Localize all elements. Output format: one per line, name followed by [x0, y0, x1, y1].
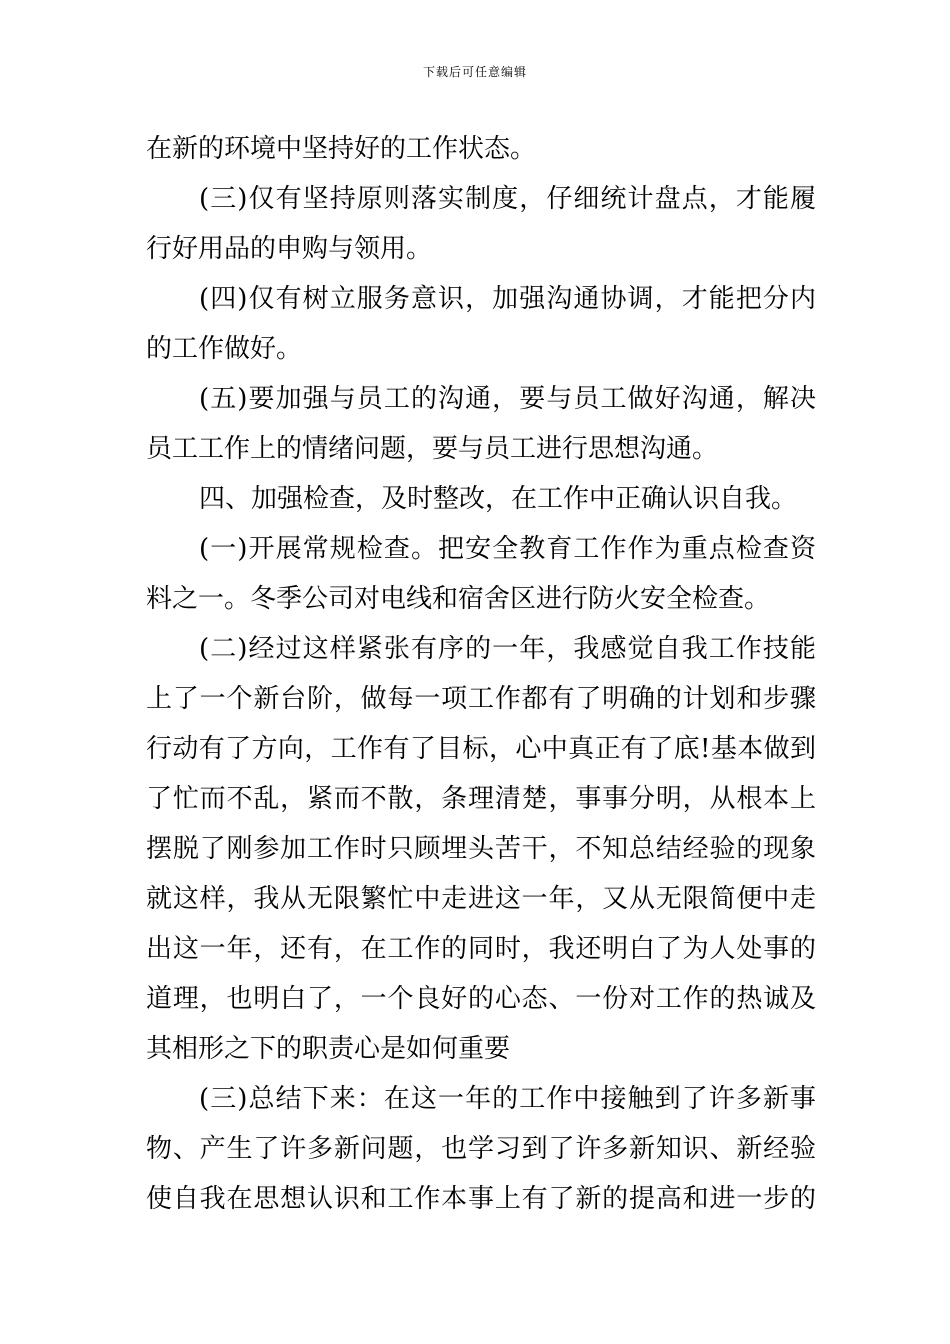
body-line-22: 使自我在思想认识和工作本事上有了新的提高和进一步的 — [146, 1184, 816, 1214]
page-header: 下载后可任意编辑 — [422, 65, 527, 79]
body-line-5: 的工作做好。 — [146, 334, 303, 364]
body-line-18: 道理，也明白了，一个良好的心态、一份对工作的热诚及 — [146, 984, 816, 1014]
body-line-17: 出这一年，还有，在工作的同时，我还明白了为人处事的 — [146, 934, 816, 964]
body-line-16: 就这样，我从无限繁忙中走进这一年，又从无限简便中走 — [146, 884, 816, 914]
body-line-6: (五)要加强与员工的沟通，要与员工做好沟通，解决 — [199, 384, 816, 414]
body-line-1: 在新的环境中坚持好的工作状态。 — [146, 134, 537, 164]
body-line-13: 行动有了方向，工作有了目标，心中真正有了底!基本做到 — [146, 734, 816, 764]
body-line-3: 行好用品的申购与领用。 — [146, 234, 433, 264]
body-line-2: (三)仅有坚持原则落实制度，仔细统计盘点，才能履 — [199, 184, 816, 214]
body-line-14: 了忙而不乱，紧而不散，条理清楚，事事分明，从根本上 — [146, 784, 816, 814]
body-line-12: 上了一个新台阶，做每一项工作都有了明确的计划和步骤 — [146, 684, 816, 714]
body-line-8: 四、加强检查，及时整改，在工作中正确认识自我。 — [199, 484, 798, 514]
body-line-19: 其相形之下的职责心是如何重要 — [146, 1034, 511, 1064]
body-line-10: 料之一。冬季公司对电线和宿舍区进行防火安全检查。 — [146, 584, 771, 614]
body-line-7: 员工工作上的情绪问题，要与员工进行思想沟通。 — [146, 434, 719, 464]
body-line-4: (四)仅有树立服务意识，加强沟通协调，才能把分内 — [199, 284, 816, 314]
body-line-11: (二)经过这样紧张有序的一年，我感觉自我工作技能 — [199, 634, 816, 664]
body-line-15: 摆脱了刚参加工作时只顾埋头苦干，不知总结经验的现象 — [146, 834, 816, 864]
body-line-9: (一)开展常规检查。把安全教育工作作为重点检查资 — [199, 534, 816, 564]
body-line-20: (三)总结下来：在这一年的工作中接触到了许多新事 — [199, 1084, 816, 1114]
body-line-21: 物、产生了许多新问题，也学习到了许多新知识、新经验 — [146, 1134, 816, 1164]
